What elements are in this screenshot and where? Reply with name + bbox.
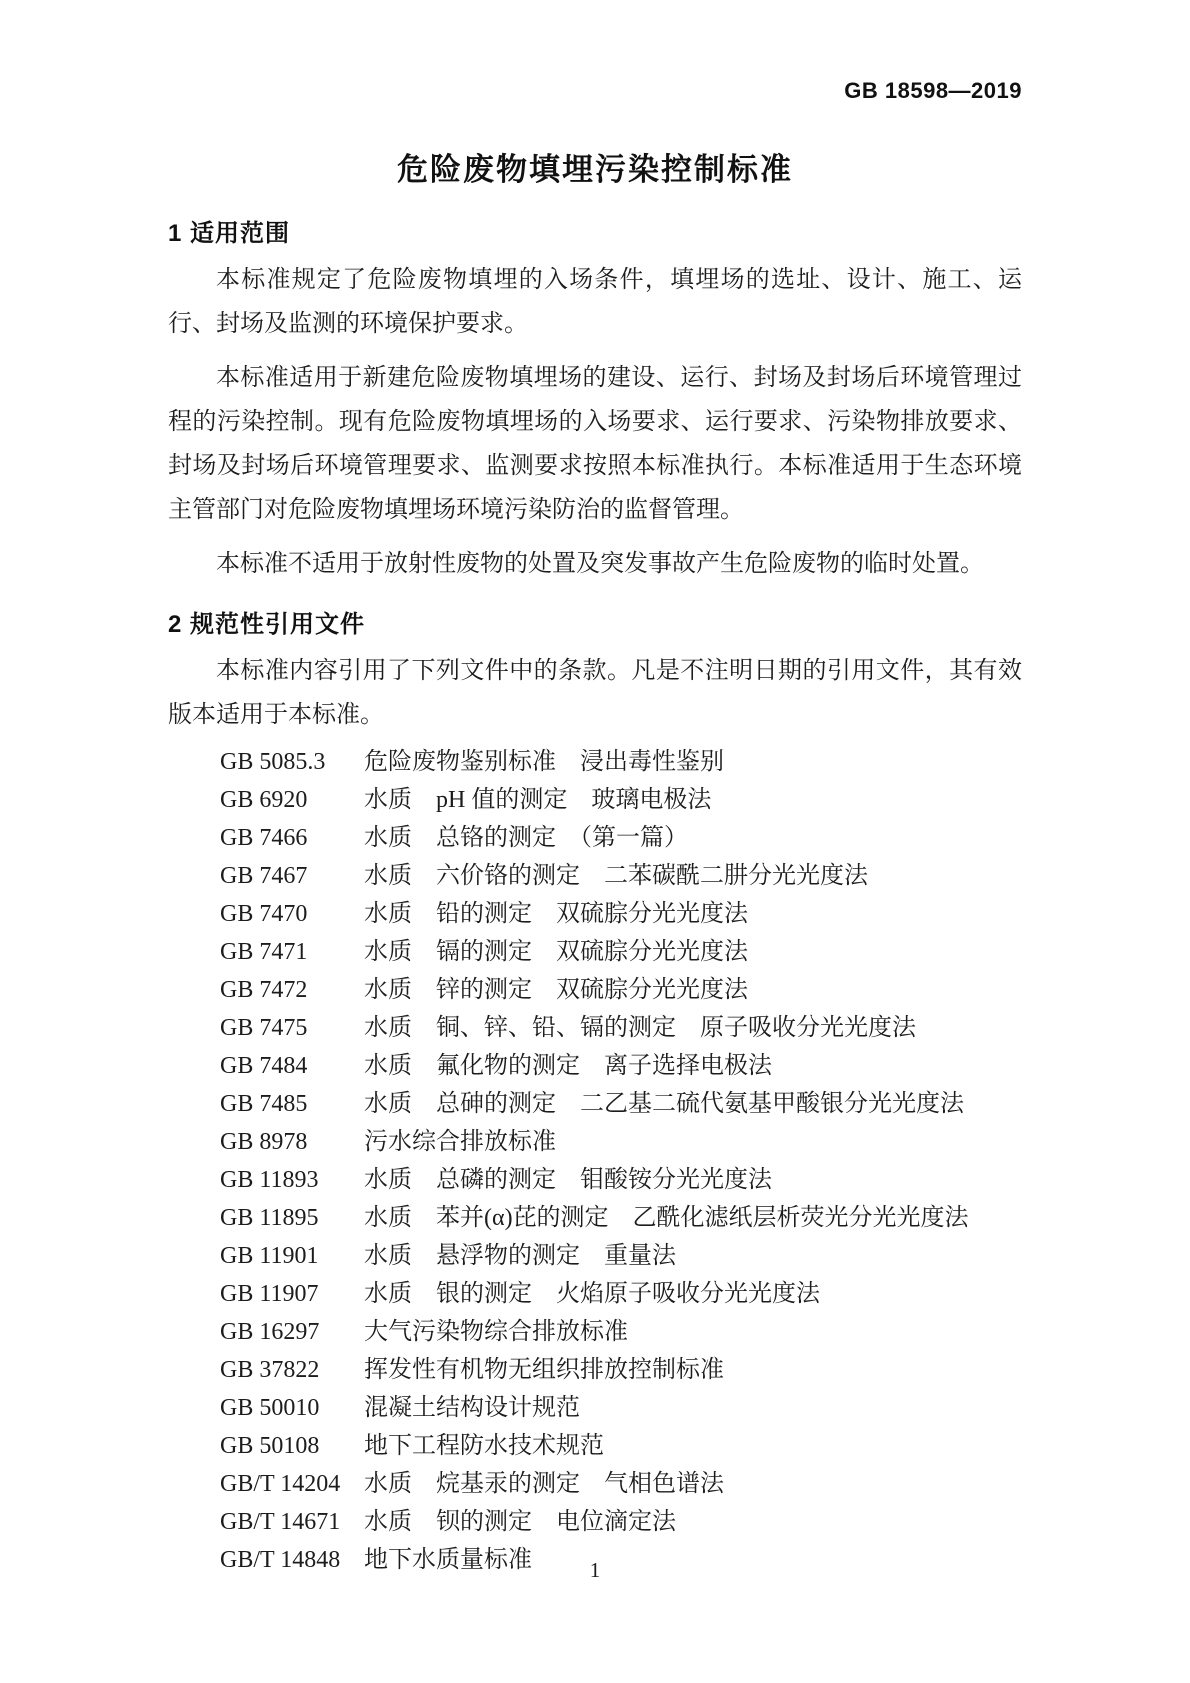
reference-code: GB 7485 xyxy=(220,1091,308,1117)
reference-code: GB 8978 xyxy=(220,1129,308,1155)
reference-code: GB/T 14848 xyxy=(220,1547,341,1573)
reference-code: GB 7470 xyxy=(220,901,308,927)
reference-row xyxy=(168,743,1022,781)
reference-title: 水质 总砷的测定 二乙基二硫代氨基甲酸银分光光度法 xyxy=(364,1091,964,1117)
reference-row xyxy=(168,1237,1022,1275)
reference-code: GB 7475 xyxy=(220,1015,308,1041)
reference-row xyxy=(168,1465,1022,1503)
reference-row xyxy=(168,857,1022,895)
reference-row xyxy=(168,1199,1022,1237)
reference-row xyxy=(168,1503,1022,1541)
reference-title: 水质 总磷的测定 钼酸铵分光光度法 xyxy=(364,1167,772,1193)
reference-row xyxy=(168,1161,1022,1199)
page-title: 危险废物填埋污染控制标准 xyxy=(397,152,793,187)
reference-code: GB/T 14671 xyxy=(220,1509,341,1535)
reference-title: 污水综合排放标准 xyxy=(364,1129,556,1155)
reference-title: 水质 镉的测定 双硫腙分光光度法 xyxy=(364,939,748,965)
reference-code: GB 7467 xyxy=(220,863,308,889)
reference-code: GB 7466 xyxy=(220,825,308,851)
reference-title: 混凝土结构设计规范 xyxy=(364,1395,580,1421)
reference-code: GB 7472 xyxy=(220,977,308,1003)
reference-title: 水质 钡的测定 电位滴定法 xyxy=(364,1509,676,1535)
reference-row xyxy=(168,1009,1022,1047)
reference-row xyxy=(168,1427,1022,1465)
reference-code: GB 16297 xyxy=(220,1319,320,1345)
reference-title: 水质 苯并(α)芘的测定 乙酰化滤纸层析荧光分光光度法 xyxy=(364,1205,969,1231)
reference-code: GB/T 14204 xyxy=(220,1471,341,1497)
section-1-paragraph-2: 本标准适用于新建危险废物填埋场的建设、运行、封场及封场后环境管理过程的污染控制。现有危险废物填埋场的入场要求、运行要求、污染物排放要求、封场及封场后环境管理要求、监测要求按照本标准执行。本标准适用于生态环境主管部门对危险废物填埋场环境污染防治的监督管理。 xyxy=(168,365,1022,523)
section-2-heading: 2 规范性引用文件 xyxy=(168,611,366,638)
reference-code: GB 7484 xyxy=(220,1053,308,1079)
reference-code: GB 11893 xyxy=(220,1167,319,1193)
reference-title: 危险废物鉴别标准 浸出毒性鉴别 xyxy=(364,749,724,775)
reference-title: 水质 氟化物的测定 离子选择电极法 xyxy=(364,1053,772,1079)
reference-row xyxy=(168,1351,1022,1389)
reference-row xyxy=(168,933,1022,971)
reference-code: GB 11901 xyxy=(220,1243,319,1269)
reference-code: GB 6920 xyxy=(220,787,308,813)
reference-list xyxy=(168,743,1022,1579)
reference-title: 水质 烷基汞的测定 气相色谱法 xyxy=(364,1471,724,1497)
reference-code: GB 5085.3 xyxy=(220,749,326,775)
reference-row xyxy=(168,1275,1022,1313)
reference-title: 大气污染物综合排放标准 xyxy=(364,1319,628,1345)
reference-title: 地下水质量标准 xyxy=(364,1547,532,1573)
reference-title: 水质 六价铬的测定 二苯碳酰二肼分光光度法 xyxy=(364,863,868,889)
reference-title: 水质 银的测定 火焰原子吸收分光光度法 xyxy=(364,1281,820,1307)
reference-row xyxy=(168,1047,1022,1085)
reference-title: 水质 pH 值的测定 玻璃电极法 xyxy=(364,787,712,813)
reference-code: GB 7471 xyxy=(220,939,308,965)
section-1-heading: 1 适用范围 xyxy=(168,220,291,247)
reference-row xyxy=(168,781,1022,819)
reference-code: GB 37822 xyxy=(220,1357,320,1383)
reference-title: 地下工程防水技术规范 xyxy=(364,1433,604,1459)
reference-code: GB 50010 xyxy=(220,1395,320,1421)
reference-title: 水质 悬浮物的测定 重量法 xyxy=(364,1243,676,1269)
section-1-paragraph-1: 本标准规定了危险废物填埋的入场条件，填埋场的选址、设计、施工、运行、封场及监测的环境保护要求。 xyxy=(168,267,1022,337)
reference-row xyxy=(168,895,1022,933)
reference-title: 水质 锌的测定 双硫腙分光光度法 xyxy=(364,977,748,1003)
section-2-intro: 本标准内容引用了下列文件中的条款。凡是不注明日期的引用文件，其有效版本适用于本标准。 xyxy=(168,658,1022,728)
reference-code: GB 11907 xyxy=(220,1281,319,1307)
reference-title: 水质 总铬的测定 （第一篇） xyxy=(364,825,688,851)
reference-row xyxy=(168,971,1022,1009)
reference-row xyxy=(168,819,1022,857)
reference-row xyxy=(168,1389,1022,1427)
standard-number: GB 18598—2019 xyxy=(844,78,1022,103)
reference-code: GB 11895 xyxy=(220,1205,319,1231)
reference-row xyxy=(168,1313,1022,1351)
reference-row xyxy=(168,1123,1022,1161)
reference-title: 水质 铜、锌、铅、镉的测定 原子吸收分光光度法 xyxy=(364,1015,916,1041)
reference-code: GB 50108 xyxy=(220,1433,320,1459)
reference-title: 挥发性有机物无组织排放控制标准 xyxy=(364,1357,724,1383)
reference-title: 水质 铅的测定 双硫腙分光光度法 xyxy=(364,901,748,927)
reference-row xyxy=(168,1085,1022,1123)
page-number: 1 xyxy=(589,1558,601,1582)
section-1-paragraph-3: 本标准不适用于放射性废物的处置及突发事故产生危险废物的临时处置。 xyxy=(216,551,984,577)
